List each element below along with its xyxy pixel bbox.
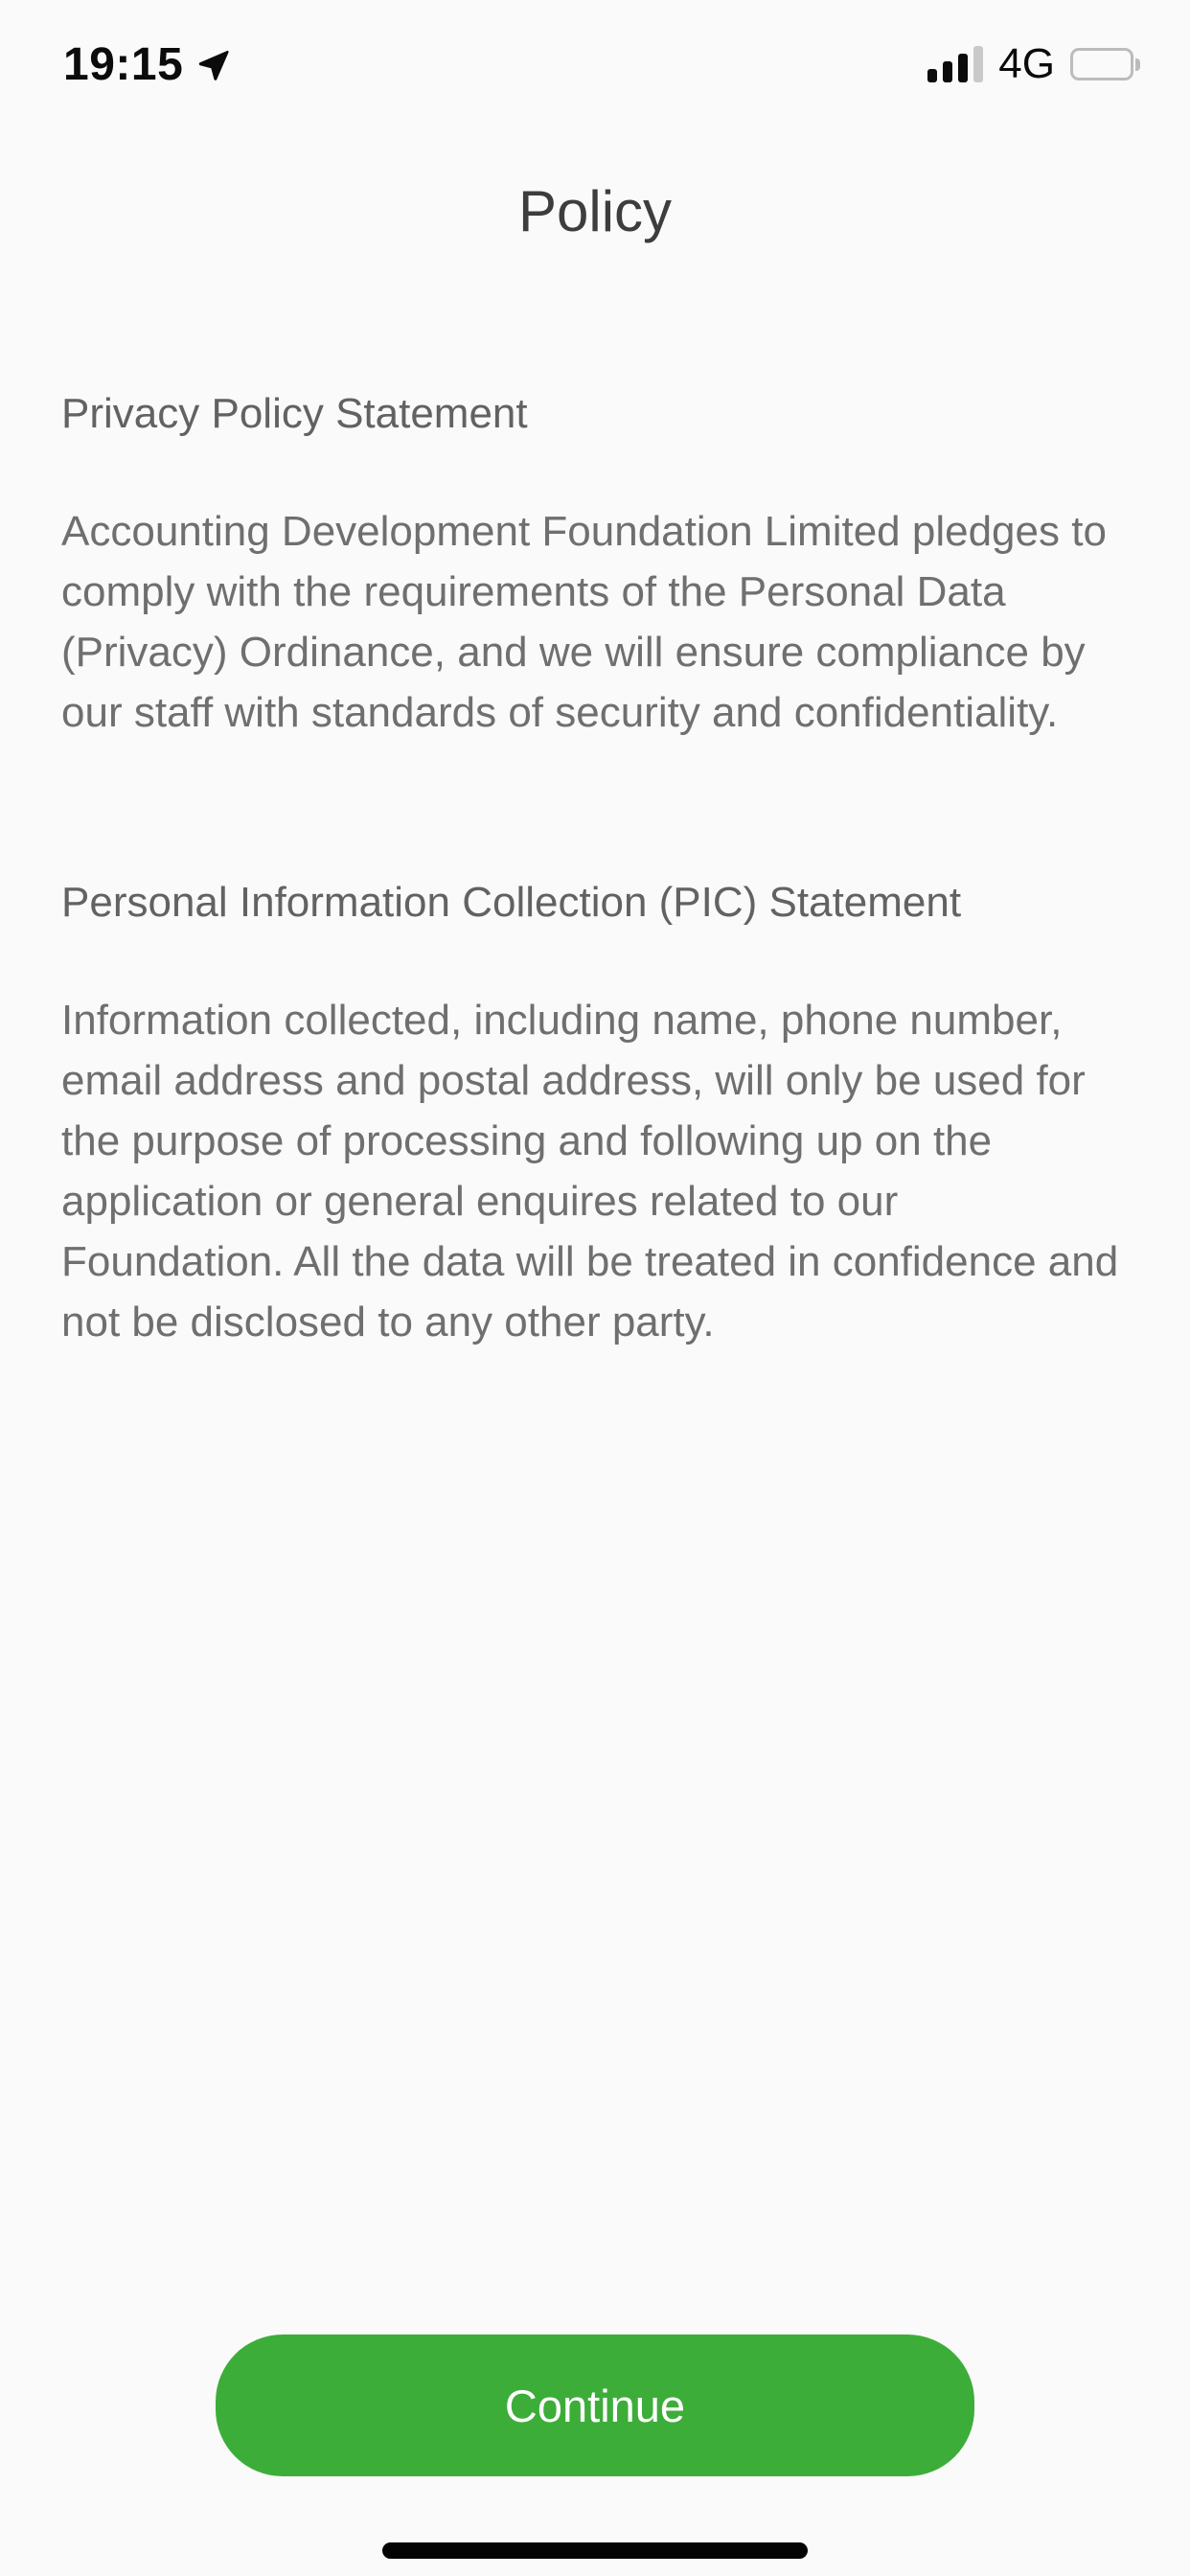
network-type-label: 4G [998,40,1055,87]
battery-icon [1070,48,1140,80]
privacy-policy-heading: Privacy Policy Statement [61,390,528,437]
pic-statement-heading: Personal Information Collection (PIC) Statement [61,879,962,926]
home-indicator[interactable] [382,2542,808,2559]
cellular-signal-icon [927,46,983,82]
page-title: Policy [517,179,673,243]
status-bar [0,0,1190,100]
section-privacy-policy [61,390,1129,743]
policy-content [0,390,1190,1352]
continue-button[interactable]: Continue [216,2334,974,2476]
pic-statement-body: Information collected, including name, phone number, email address and postal address, will only be used for the purpose of processing and following up on the application or general enquires related to our Foundation. All the data will be treated in confidence and not be disclosed to any other party. [61,997,1119,1346]
location-arrow-icon [195,45,231,83]
status-bar-left [63,38,231,91]
clock: 19:15 [63,38,184,90]
privacy-policy-body: Accounting Development Foundation Limited pledges to comply with the requirements of the Personal Data (Privacy) Ordinance, and we will ensure compliance by our staff with standards of security and confidentiality. [61,508,1107,736]
section-pic-statement [61,879,1129,1352]
status-bar-right [927,40,1140,88]
